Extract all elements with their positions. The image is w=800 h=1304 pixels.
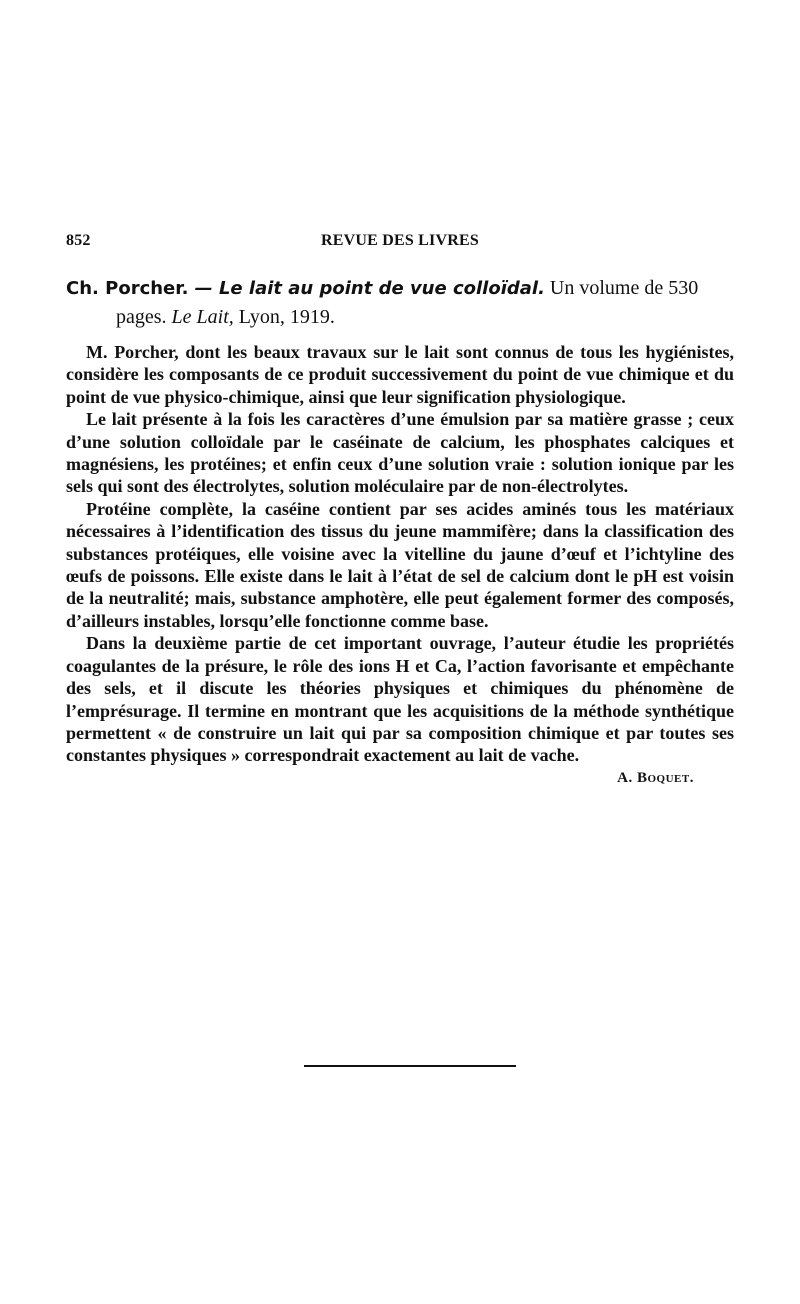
running-title: REVUE DES LIVRES <box>321 232 479 249</box>
page-number: 852 <box>66 232 91 249</box>
publisher: Le Lait, <box>171 306 234 328</box>
reviewer-signature <box>617 767 694 789</box>
reviewer-initial: A. <box>617 769 633 786</box>
review-paragraph-1: M. Porcher, dont les beaux travaux sur le lait sont connus de tous les hygiénistes, considère les composants de ce produit successivement du point de vue chimique et du point de vue physico-chimique, ainsi que leur signification physiologique. <box>66 342 734 407</box>
book-title: Le lait au point de vue colloïdal. <box>218 278 545 299</box>
dash: — <box>188 278 219 299</box>
review-paragraph-3: Protéine complète, la caséine contient par ses acides aminés tous les matériaux nécessaires à l’identification des tissus du jeune mammifère; dans la classification des substances protéiques, elle voisine avec la vitelline du jaune d’œuf et l’ichtyline des œufs de poissons. Elle existe dans le lait à l’état de sel de calcium dont le pH est voisin de la neutralité; mais, substance amphotère, elle peut également former des composés, d’ailleurs instables, lorsqu’elle fonctionne comme base. <box>66 498 734 631</box>
reviewer-name: Boquet. <box>637 769 694 786</box>
book-entry <box>66 274 734 331</box>
signature-line <box>66 767 734 789</box>
bibliographic-reference <box>66 274 734 331</box>
volume-info: Un volume de 530 pages. <box>116 277 699 328</box>
review-paragraph-2: Le lait présente à la fois les caractères d’une émulsion par sa matière grasse ; ceux d’une solution colloïdale par le caséinate de calcium, les phosphates calciques et magnésiens, les protéines; et enfin ceux d’une solution vraie : solution ionique par les sels qui sont des électrolytes, solution moléculaire par de non-électrolytes. <box>66 409 734 497</box>
review-paragraph-4: Dans la deuxième partie de cet important ouvrage, l’auteur étudie les propriétés coagulantes de la présure, le rôle des ions H et Ca, l’action favorisante et empêchante des sels, et il discute les théories physiques et chimiques du phénomène de l’emprésurage. Il termine en montrant que les acquisitions de la méthode synthétique permettent « de construire un lait qui par sa composition chimique et par toutes ses constantes physiques » correspondrait exactement au lait de vache. <box>66 633 734 766</box>
section-divider-rule <box>304 1065 516 1067</box>
review-body <box>66 341 734 789</box>
place-year: Lyon, 1919. <box>233 306 335 328</box>
book-author: Ch. Porcher. <box>66 278 189 299</box>
